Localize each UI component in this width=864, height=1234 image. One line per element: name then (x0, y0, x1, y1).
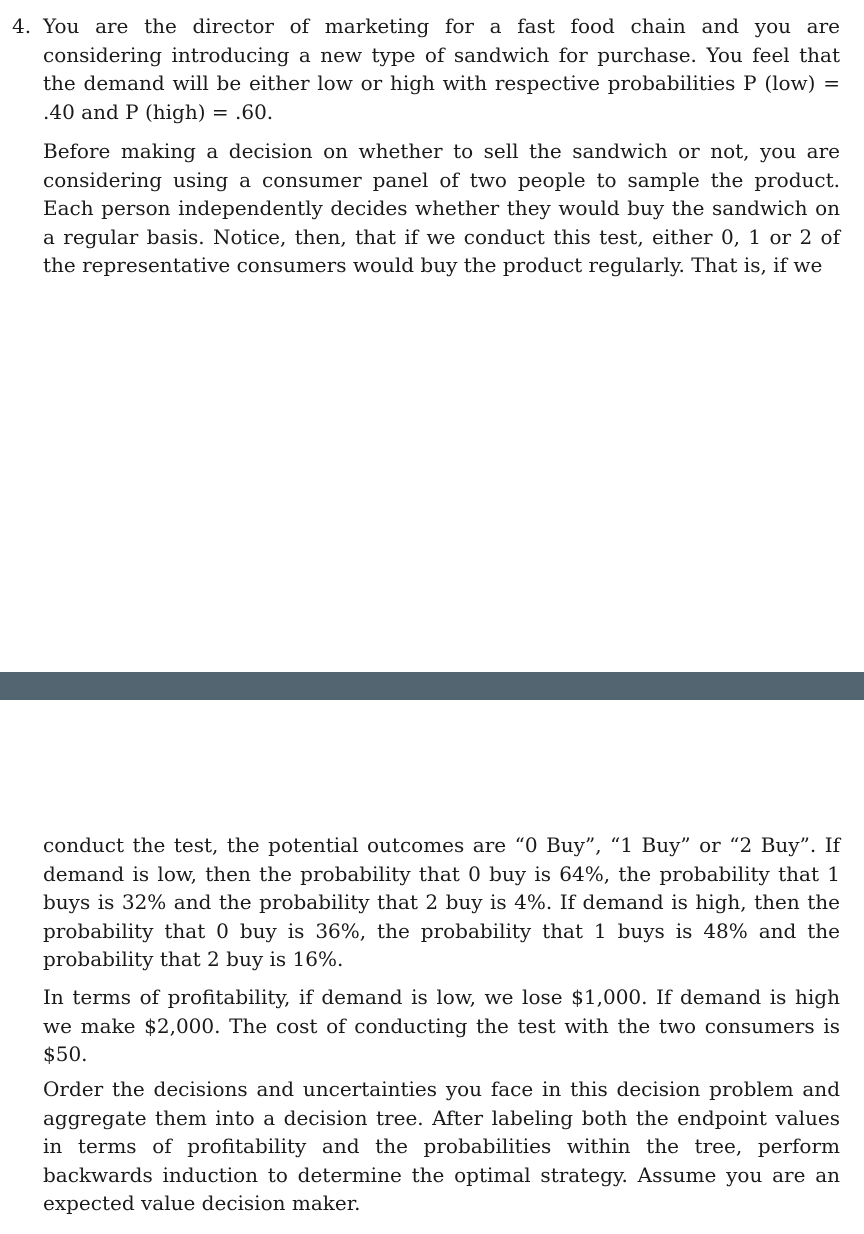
question-number: 4. (12, 14, 32, 38)
page-break-divider (0, 672, 864, 700)
instructions-paragraph: Order the decisions and uncertainties you face in this decision problem and aggregate them into a decision tree. After labeling both the endpoint values in terms of profitability and the probabilities within the tree, perform backwards induction to determine the optimal strategy. Assume you are an expected value decision maker. (43, 1077, 840, 1215)
consumer-panel-paragraph: Before making a decision on whether to sell the sandwich or not, you are considering using a consumer panel of two people to sample the product. Each person independently decides whether they would buy the sandwich on a regular basis. Notice, then, that if we conduct this test, either 0, 1 or 2 of the representative consumers would buy the product regularly. That is, if we (43, 139, 840, 277)
test-outcomes-paragraph: conduct the test, the potential outcomes are “0 Buy”, “1 Buy” or “2 Buy”. If demand is low, then the probability that 0 buy is 64%, the probability that 1 buys is 32% and the probability that 2 buy is 4%. If demand is high, then the probability that 0 buy is 36%, the probability that 1 buys is 48% and the probability that 2 buy is 16%. (43, 833, 840, 971)
profitability-paragraph: In terms of profitability, if demand is low, we lose $1,000. If demand is high we make $2,000. The cost of conducting the test with the two consumers is $50. (43, 985, 840, 1066)
question-intro-paragraph: You are the director of marketing for a fast food chain and you are considering introducing a new type of sandwich for purchase. You feel that the demand will be either low or high with respective probabilities P (low) = .40 and P (high) = .60. (43, 14, 840, 124)
document-bottom-section (0, 700, 864, 1234)
